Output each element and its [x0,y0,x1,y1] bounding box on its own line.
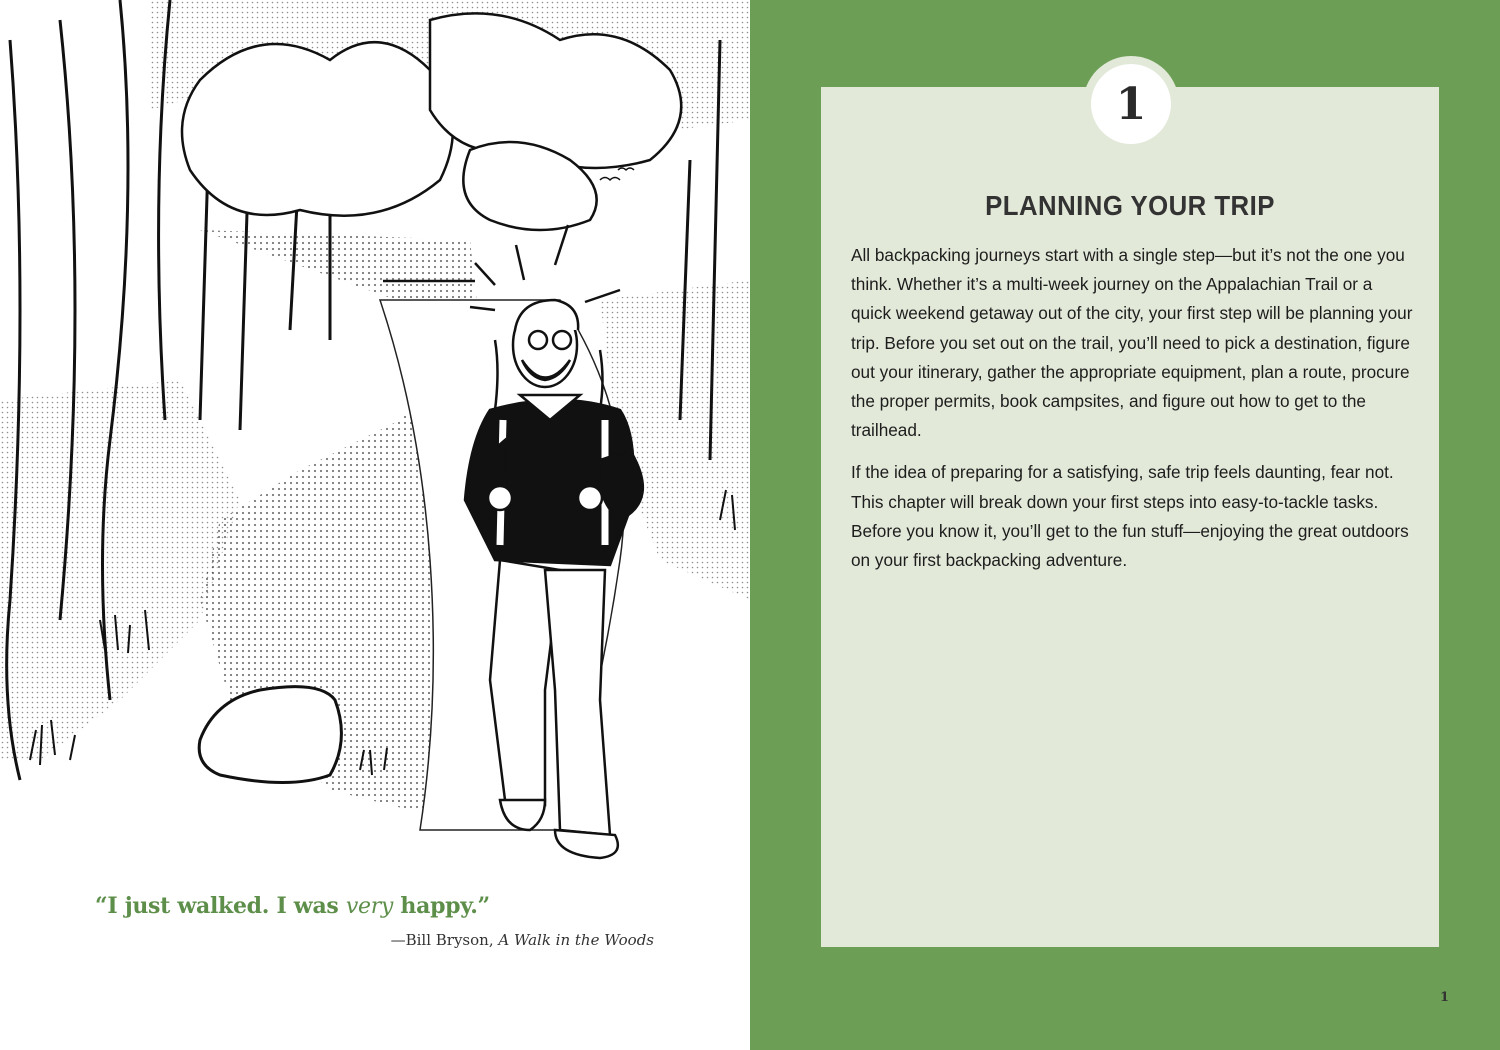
pull-quote [95,893,490,919]
chapter-title: PLANNING YOUR TRIP [985,190,1275,221]
quote-open: “I just walked. I was [95,893,346,919]
right-page [750,0,1500,1050]
quote-close: happy.” [393,893,490,919]
attribution-book-title: A Walk in the Woods [498,931,654,949]
hiker-illustration [0,0,750,870]
quote-attribution [391,931,654,949]
intro-paragraph: All backpacking journeys start with a single step—but it’s not the one you think. Whether it’s a multi-week journey on the Appalachian Trail or a quick weekend getaway out of the city, your first step will be planning your trip. Before you set out on the trail, you’ll need to pick a destination, figure out your itinerary, gather the appropriate equipment, plan a route, procure the proper permits, book campsites, and figure out how to get to the trailhead. [851,245,1413,441]
page-number: 1 [1440,990,1450,1005]
attribution-author: —Bill Bryson, [390,931,499,949]
chapter-panel [821,87,1439,947]
chapter-intro-text [851,241,1416,588]
quote-emphasis: very [345,894,394,919]
chapter-number-badge [1083,56,1179,152]
intro-paragraph: If the idea of preparing for a satisfying, safe trip feels daunting, fear not. This chapter will break down your first steps into easy-to-tackle tasks. Before you know it, you’ll get to the fun stuff—enjoying the great outdoors on your first backpacking adventure. [851,462,1409,571]
chapter-number: 1 [1091,64,1171,144]
